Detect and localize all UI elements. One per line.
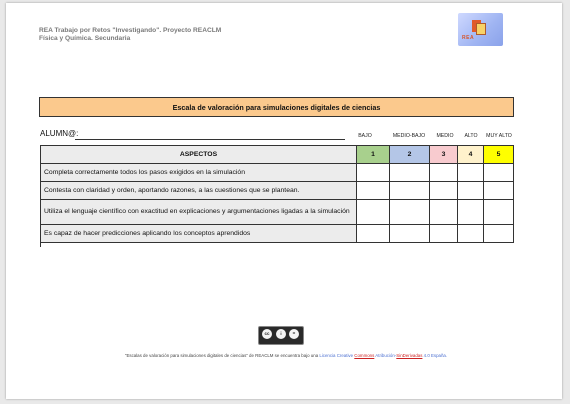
score-cell[interactable] bbox=[430, 164, 458, 182]
creative-commons-badge[interactable] bbox=[258, 326, 304, 345]
level-label-4: ALTO bbox=[464, 133, 478, 139]
score-cell[interactable] bbox=[484, 225, 514, 243]
header-project-line: REA Trabajo por Retos "Investigando". Proyecto REACLM bbox=[39, 27, 222, 34]
table-row bbox=[41, 182, 514, 200]
header-subject-line: Física y Química. Secundaria bbox=[39, 35, 131, 42]
level-label-5: MUY ALTO bbox=[486, 133, 512, 139]
score-cell[interactable] bbox=[430, 225, 458, 243]
aspect-cell: Es capaz de hacer predicciones aplicando los conceptos aprendidos bbox=[41, 225, 357, 243]
score-cell[interactable] bbox=[458, 164, 484, 182]
score-cell[interactable] bbox=[357, 225, 390, 243]
aspect-cell: Completa correctamente todos los pasos exigidos en la simulación bbox=[41, 164, 357, 182]
score-cell[interactable] bbox=[430, 182, 458, 200]
table-row bbox=[41, 164, 514, 182]
footer-prefix: "Escalas de valoración para simulaciones digitales de ciencias" de REACLM se encuentra bajo una bbox=[124, 353, 319, 358]
level-cell-1: 1 bbox=[357, 146, 390, 164]
score-cell[interactable] bbox=[430, 200, 458, 225]
student-name-line[interactable] bbox=[75, 139, 345, 140]
student-label: ALUMN@: bbox=[40, 129, 79, 138]
score-cell[interactable] bbox=[357, 200, 390, 225]
footer-word-sinderivadas: SinDerivadas bbox=[396, 353, 423, 358]
score-cell[interactable] bbox=[458, 225, 484, 243]
score-cell[interactable] bbox=[357, 164, 390, 182]
score-cell[interactable] bbox=[357, 182, 390, 200]
logo-shape-yellow bbox=[476, 23, 486, 35]
score-cell[interactable] bbox=[484, 182, 514, 200]
document-header bbox=[39, 27, 221, 43]
footer-attribution[interactable]: Atribución- bbox=[375, 353, 397, 358]
level-cell-2: 2 bbox=[390, 146, 430, 164]
score-cell[interactable] bbox=[458, 182, 484, 200]
level-cell-5: 5 bbox=[484, 146, 514, 164]
license-link[interactable]: Licencia Creative bbox=[319, 353, 354, 358]
footer-end[interactable]: 4.0 España. bbox=[423, 353, 448, 358]
level-label-3: MEDIO bbox=[436, 133, 454, 139]
table-row bbox=[41, 200, 514, 225]
aspect-cell: Utiliza el lenguaje científico con exactitud en explicaciones y argumentaciones ligadas a la simulación bbox=[41, 200, 357, 225]
cc-icon: cc bbox=[262, 329, 272, 339]
logo-text: REA bbox=[462, 35, 475, 41]
score-cell[interactable] bbox=[390, 182, 430, 200]
score-cell[interactable] bbox=[484, 164, 514, 182]
table-row bbox=[41, 225, 514, 243]
footer-word-commons: Commons bbox=[354, 353, 375, 358]
document-page bbox=[6, 3, 562, 399]
aspects-header: ASPECTOS bbox=[41, 146, 357, 164]
table-header-row bbox=[41, 146, 514, 164]
score-cell[interactable] bbox=[458, 200, 484, 225]
table-trailing-line bbox=[40, 237, 41, 247]
level-label-1: BAJO bbox=[358, 133, 372, 139]
no-derivatives-icon: = bbox=[289, 329, 299, 339]
score-cell[interactable] bbox=[390, 200, 430, 225]
level-cell-3: 3 bbox=[430, 146, 458, 164]
score-cell[interactable] bbox=[484, 200, 514, 225]
rubric-title: Escala de valoración para simulaciones digitales de ciencias bbox=[39, 97, 514, 117]
rea-logo bbox=[458, 13, 503, 46]
level-cell-4: 4 bbox=[458, 146, 484, 164]
level-label-2: MEDIO-BAJO bbox=[392, 133, 426, 139]
license-footer bbox=[66, 353, 506, 358]
score-cell[interactable] bbox=[390, 164, 430, 182]
attribution-icon: i bbox=[276, 329, 286, 339]
rubric-table bbox=[40, 145, 514, 243]
score-cell[interactable] bbox=[390, 225, 430, 243]
aspect-cell: Contesta con claridad y orden, aportando razones, a las cuestiones que se plantean. bbox=[41, 182, 357, 200]
